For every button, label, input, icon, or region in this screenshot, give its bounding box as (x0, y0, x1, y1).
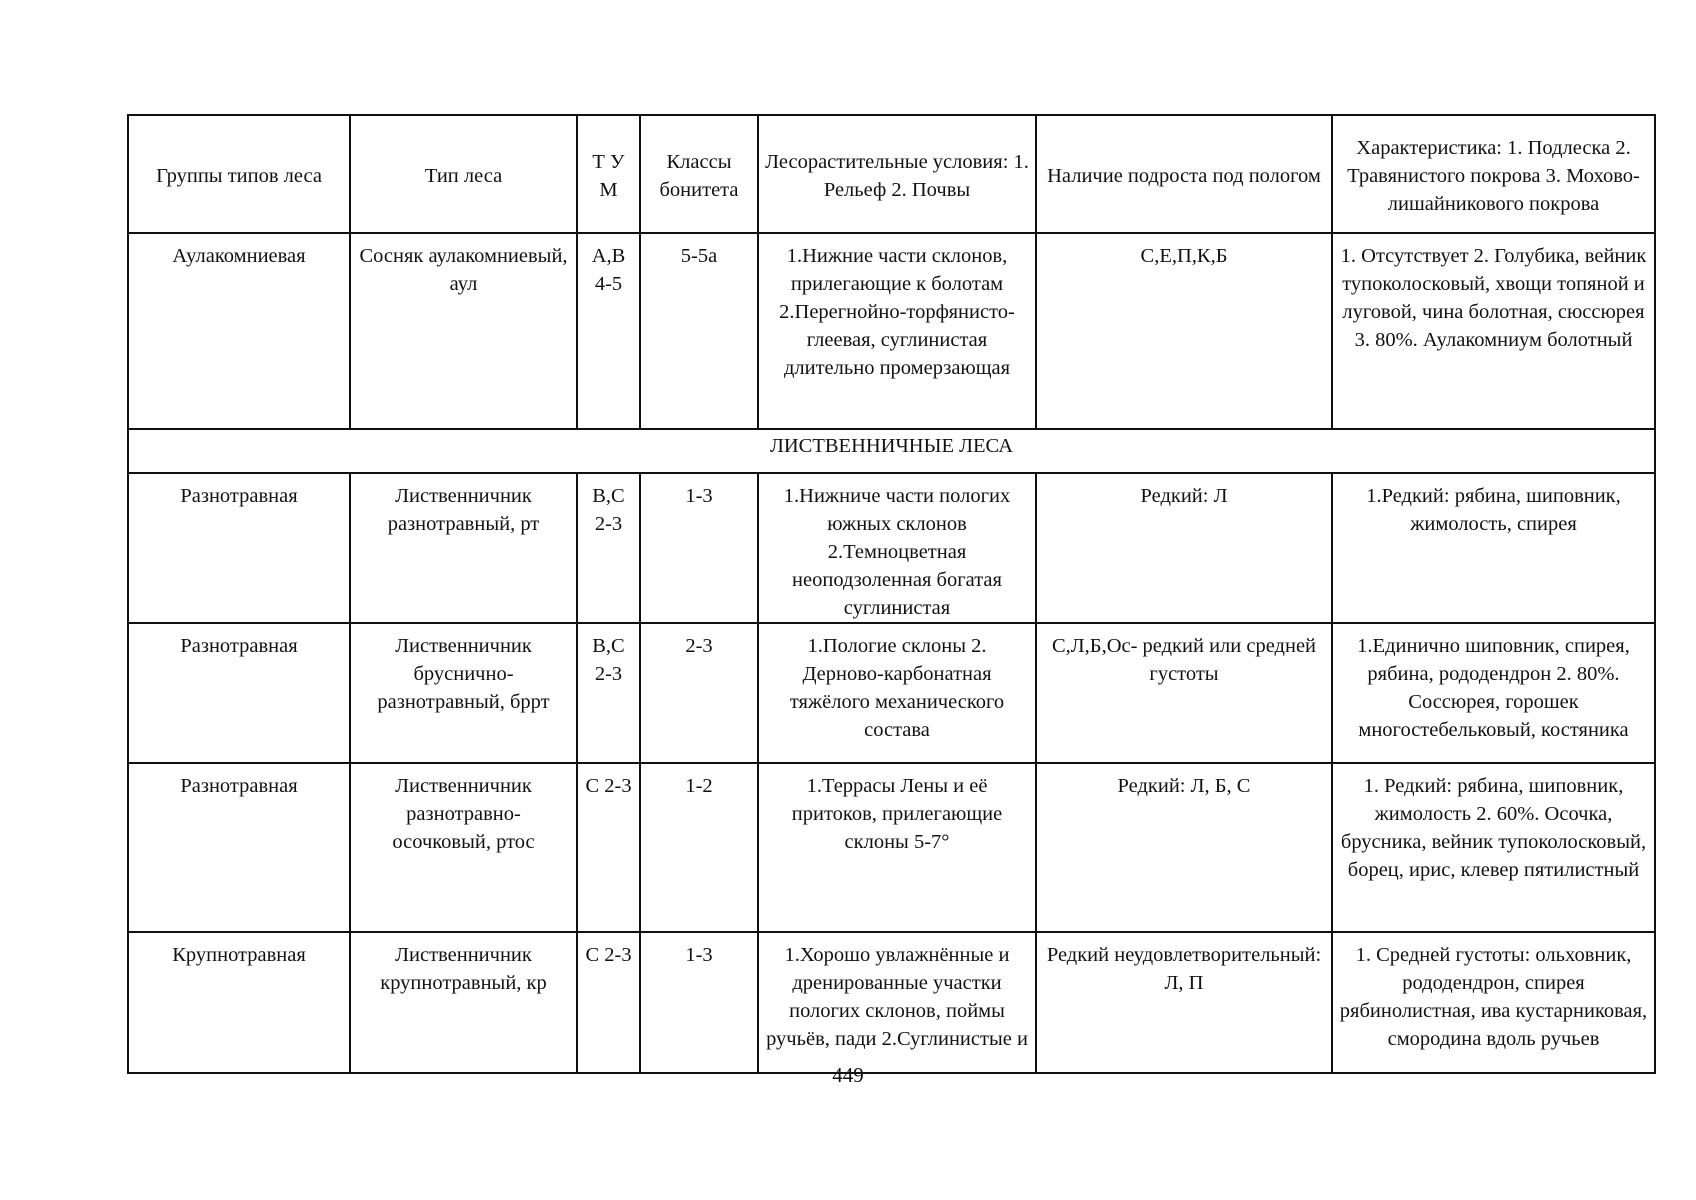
cell-conditions: 1.Нижние части склонов, прилегающие к болотам 2.Перегнойно-торфянисто-глеевая, суглинистая длительно промерзающая (758, 233, 1036, 429)
cell-characteristics: 1.Редкий: рябина, шиповник, жимолость, спирея (1332, 473, 1655, 623)
table-row (128, 763, 1655, 932)
section-row (128, 429, 1655, 473)
table-row (128, 932, 1655, 1073)
cell-type: Лиственничник разнотравно-осочковый, ртос (350, 763, 577, 932)
section-title: ЛИСТВЕННИЧНЫЕ ЛЕСА (128, 429, 1655, 473)
cell-group: Разнотравная (128, 763, 350, 932)
cell-bonitet: 1-3 (640, 473, 758, 623)
header-tum: Т У М (577, 115, 640, 233)
cell-group: Разнотравная (128, 473, 350, 623)
cell-characteristics: 1. Отсутствует 2. Голубика, вейник тупоколосковый, хвощи топяной и луговой, чина болотная, сюссюрея 3. 80%. Аулакомниум болотный (1332, 233, 1655, 429)
header-undergrowth: Наличие подроста под пологом (1036, 115, 1332, 233)
table-row (128, 623, 1655, 763)
cell-type: Лиственничник крупнотравный, кр (350, 932, 577, 1073)
cell-undergrowth: Редкий: Л, Б, С (1036, 763, 1332, 932)
cell-bonitet: 5-5а (640, 233, 758, 429)
cell-tum: В,С 2-3 (577, 623, 640, 763)
header-growing-conditions: Лесорастительные условия: 1. Рельеф 2. Почвы (758, 115, 1036, 233)
table-header-row (128, 115, 1655, 233)
cell-undergrowth: С,Е,П,К,Б (1036, 233, 1332, 429)
cell-type: Сосняк аулакомниевый, аул (350, 233, 577, 429)
cell-undergrowth: Редкий неудовлетворительный: Л, П (1036, 932, 1332, 1073)
cell-bonitet: 2-3 (640, 623, 758, 763)
cell-type: Лиственничник бруснично-разнотравный, бррт (350, 623, 577, 763)
cell-conditions: 1.Нижниче части пологих южных склонов 2.Темноцветная неоподзоленная богатая суглинистая (758, 473, 1036, 623)
cell-conditions: 1.Пологие склоны 2. Дерново-карбонатная тяжёлого механического состава (758, 623, 1036, 763)
cell-undergrowth: Редкий: Л (1036, 473, 1332, 623)
cell-undergrowth: С,Л,Б,Ос- редкий или средней густоты (1036, 623, 1332, 763)
table-row (128, 473, 1655, 623)
cell-bonitet: 1-3 (640, 932, 758, 1073)
header-characteristics: Характеристика: 1. Подлеска 2. Травянистого покрова 3. Мохово-лишайникового покрова (1332, 115, 1655, 233)
cell-conditions: 1.Хорошо увлажнённые и дренированные участки пологих склонов, поймы ручьёв, пади 2.Суглинистые и (758, 932, 1036, 1073)
cell-characteristics: 1.Единично шиповник, спирея, рябина, рододендрон 2. 80%. Соссюрея, горошек многостебельковый, костяника (1332, 623, 1655, 763)
cell-tum: С 2-3 (577, 763, 640, 932)
cell-group: Аулакомниевая (128, 233, 350, 429)
cell-tum: А,В 4-5 (577, 233, 640, 429)
cell-characteristics: 1. Редкий: рябина, шиповник, жимолость 2. 60%. Осочка, брусника, вейник тупоколосковый, борец, ирис, клевер пятилистный (1332, 763, 1655, 932)
cell-tum: С 2-3 (577, 932, 640, 1073)
cell-tum: В,С 2-3 (577, 473, 640, 623)
cell-group: Крупнотравная (128, 932, 350, 1073)
header-forest-type: Тип леса (350, 115, 577, 233)
header-forest-type-group: Группы типов леса (128, 115, 350, 233)
page-number: 449 (832, 1063, 864, 1087)
cell-group: Разнотравная (128, 623, 350, 763)
header-bonitet-classes: Классы бонитета (640, 115, 758, 233)
cell-bonitet: 1-2 (640, 763, 758, 932)
table-row (128, 233, 1655, 429)
cell-type: Лиственничник разнотравный, рт (350, 473, 577, 623)
cell-characteristics: 1. Средней густоты: ольховник, рододендрон, спирея рябинолистная, ива кустарниковая, смородина вдоль ручьев (1332, 932, 1655, 1073)
cell-conditions: 1.Террасы Лены и её притоков, прилегающие склоны 5-7° (758, 763, 1036, 932)
forest-types-table (127, 114, 1656, 1074)
